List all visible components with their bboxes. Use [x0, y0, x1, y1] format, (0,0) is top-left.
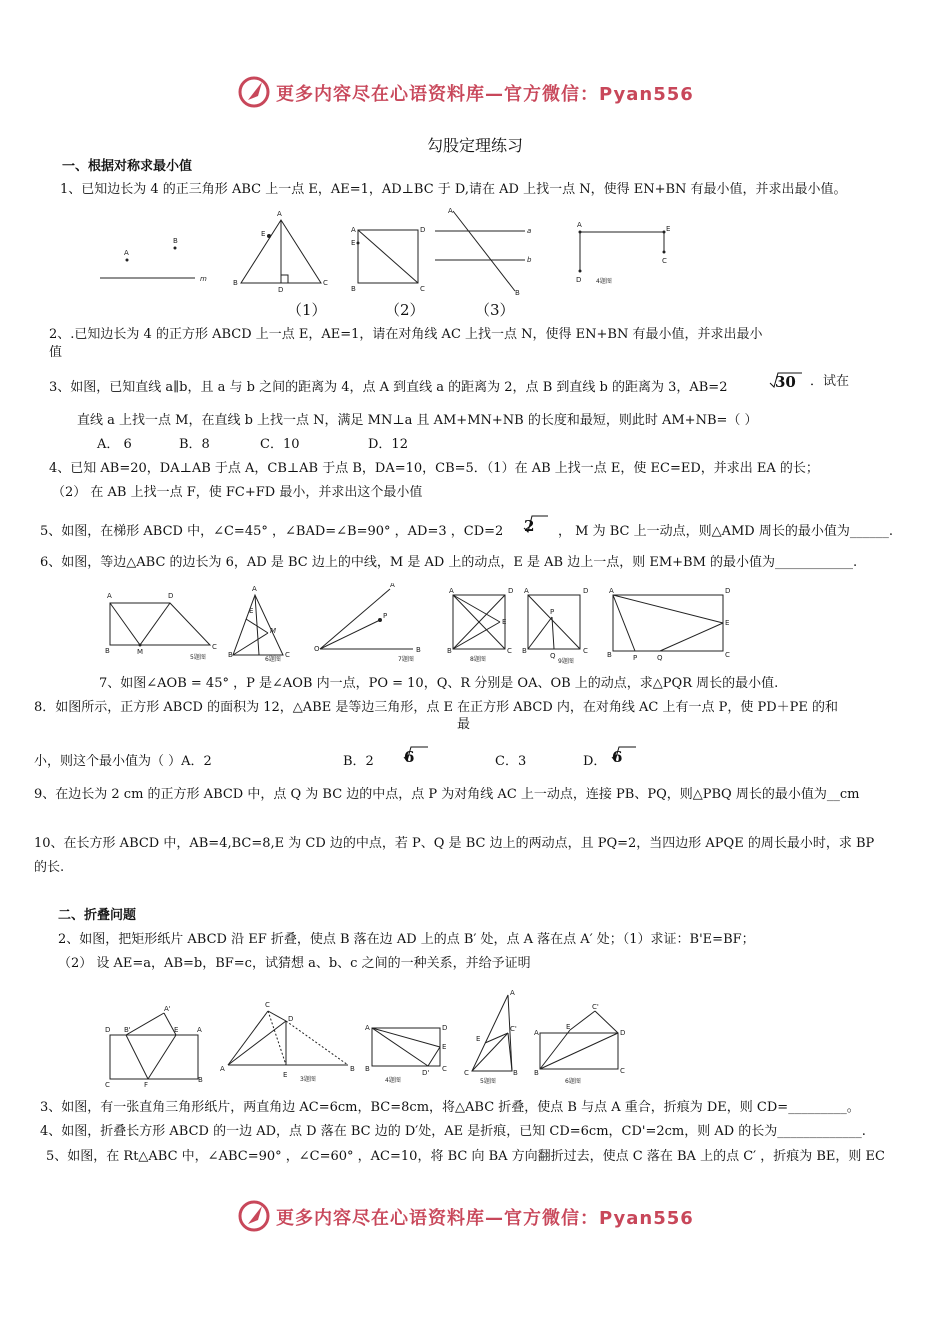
q10-text: 10、在长方形 ABCD 中，AB=4,BC=8,E 为 CD 边的中点，若 P、Q 是 BC 边上的两动点，且 PQ=2，当四边形 APQE 的周长最小时，求 BP [34, 836, 875, 851]
figure-row-1 [95, 205, 695, 300]
svg-text:E: E [442, 1043, 447, 1051]
svg-text:E: E [351, 239, 356, 247]
sqrt-icon [768, 371, 804, 391]
watermark-text: 更多内容尽在心语资料库—官方微信：Pyan556 [276, 1208, 694, 1229]
svg-text:B: B [607, 651, 612, 659]
figure-rectangle-apqe [607, 587, 730, 662]
figure-segment-ab [576, 221, 670, 285]
q1-text: 1、已知边长为 4 的正三角形 ABC 上一点 E，AE=1，AD⊥BC 于 D,请在 AD 上找一点 N，使得 EN+BN 有最小值，并求出最小值。 [60, 182, 847, 197]
svg-text:E: E [174, 1026, 179, 1034]
q2-text-cont: 值 [49, 345, 63, 360]
svg-text:D': D' [422, 1069, 430, 1077]
figure-fold-right-triangle [220, 1001, 355, 1083]
svg-text:C': C' [592, 1003, 599, 1011]
svg-text:D: D [442, 1024, 448, 1032]
svg-text:D: D [620, 1029, 626, 1037]
figure-fold-rectangle [105, 1005, 203, 1089]
svg-text:A: A [448, 207, 453, 215]
figure-square-equilateral [447, 587, 513, 663]
svg-text:E: E [249, 607, 254, 615]
q7-text: 7、如图∠AOB = 45° ，P 是∠AOB 内一点，PO = 10，Q、R 分别是 OA、OB 上的动点，求△PQR 周长的最小值. [99, 676, 779, 691]
svg-text:C: C [464, 1069, 469, 1077]
svg-text:5题图: 5题图 [190, 654, 206, 661]
section2-heading: 二、折叠问题 [58, 908, 137, 923]
svg-text:D: D [508, 587, 514, 595]
svg-text:5题图: 5题图 [480, 1078, 496, 1085]
svg-text:6题图: 6题图 [565, 1078, 581, 1085]
svg-text:B: B [198, 1076, 203, 1084]
svg-text:E: E [666, 225, 671, 233]
sqrt-icon [402, 745, 430, 765]
figure-square-pq [522, 587, 588, 665]
svg-text:Q: Q [657, 654, 663, 662]
svg-text:A: A [220, 1065, 225, 1073]
svg-text:M: M [137, 648, 144, 656]
sqrt-icon [522, 514, 550, 536]
svg-text:A: A [510, 989, 515, 997]
figure-square [351, 226, 425, 293]
fold-q5-text: 5、如图，在 Rt△ABC 中，∠ABC=90° ，∠C=60° ，AC=10，将 BC 向 BA 方向翻折过去，使点 C 落在 BA 上的点 C′ ，折痕为 BE，则 EC [46, 1149, 885, 1164]
q4-text: 4、已知 AB=20，DA⊥AB 于点 A，CB⊥AB 于点 B，DA=10，CB=5．（1）在 AB 上找一点 E，使 EC=ED，并求出 EA 的长； [49, 461, 819, 476]
svg-text:D: D [278, 286, 284, 294]
svg-text:4题图: 4题图 [385, 1077, 401, 1084]
svg-text:Q: Q [550, 652, 556, 660]
svg-text:A: A [107, 592, 112, 600]
svg-text:A: A [252, 585, 257, 593]
svg-text:8题图: 8题图 [470, 656, 486, 663]
figure-row-3 [100, 985, 640, 1090]
q6-text: 6、如图，等边△ABC 的边长为 6，AD 是 BC 边上的中线，M 是 AD 上的动点，E 是 AB 边上一点，则 EM+BM 的最小值为____________. [40, 555, 858, 570]
q9-text: 9、在边长为 2 cm 的正方形 ABCD 中，点 Q 为 BC 边的中点，点 P 为对角线 AC 上一动点，连接 PB、PQ，则△PBQ 周长的最小值为__cm [34, 787, 860, 802]
svg-text:A: A [197, 1026, 202, 1034]
q2-text: 2、.已知边长为 4 的正方形 ABCD 上一点 E，AE=1，请在对角线 AC 上找一点 N，使得 EN+BN 有最小值，并求出最小 [49, 327, 763, 342]
svg-text:A: A [390, 583, 395, 589]
svg-text:C: C [265, 1001, 270, 1009]
svg-text:E: E [725, 619, 730, 627]
fold-q2-text-cont: （2） 设 AE=a，AB=b，BF=c，试猜想 a、b、c 之间的一种关系，并给予证明 [58, 956, 531, 971]
svg-text:P: P [383, 612, 388, 620]
q8-text-cont: 最 [457, 717, 471, 732]
svg-text:F: F [144, 1081, 149, 1089]
svg-text:C: C [507, 647, 512, 655]
q3-option-d: D．12 [368, 437, 408, 452]
figure-row-2 [100, 583, 740, 668]
q5-root: 2 [524, 517, 535, 535]
q8-answer-line: 小，则这个最小值为（ ）A．2 [34, 754, 212, 769]
svg-text:B: B [513, 1069, 518, 1077]
svg-text:C: C [725, 651, 730, 659]
svg-text:M: M [270, 627, 277, 635]
figure-fold-rt [464, 989, 518, 1085]
svg-text:a: a [527, 227, 532, 235]
q3-text: 3、如图，已知直线 a∥b，且 a 与 b 之间的距离为 4，点 A 到直线 a 的距离为 2，点 B 到直线 b 的距离为 3，AB=2 [49, 380, 728, 395]
svg-text:E: E [261, 230, 266, 238]
fold-q3-text: 3、如图，有一张直角三角形纸片，两直角边 AC=6cm，BC=8cm，将△ABC 折叠，使点 B 与点 A 重合，折痕为 DE，则 CD=_________。 [40, 1100, 860, 1115]
q3-option-a: A． 6 [97, 437, 132, 452]
figure-parallel-lines [435, 207, 532, 297]
svg-text:D: D [725, 587, 731, 595]
svg-text:4题图: 4题图 [596, 278, 612, 285]
feather-logo-icon [236, 1198, 272, 1234]
svg-text:C: C [442, 1065, 447, 1073]
q5-text-cont: ， M 为 BC 上一动点，则△AMD 周长的最小值为______. [558, 524, 893, 539]
svg-text:A: A [609, 587, 614, 595]
svg-text:C: C [662, 257, 667, 265]
svg-text:6题图: 6题图 [265, 656, 281, 663]
q8-text: 8．如图所示，正方形 ABCD 的面积为 12，△ABE 是等边三角形，点 E 在正方形 ABCD 内，在对角线 AC 上有一点 P，使 PD＋PE 的和 [34, 700, 839, 715]
svg-text:E: E [566, 1023, 571, 1031]
q10-text-cont: 的长. [34, 860, 65, 875]
svg-text:C': C' [510, 1025, 517, 1033]
fig-label-2: （2） [385, 301, 425, 319]
svg-text:B: B [350, 1065, 355, 1073]
svg-text:9题图: 9题图 [558, 658, 574, 665]
q8-option-d: D． [583, 754, 607, 769]
svg-text:P: P [550, 608, 555, 616]
watermark-top [236, 72, 736, 112]
section1-heading: 一、根据对称求最小值 [62, 159, 193, 174]
figure-equilateral [228, 585, 290, 663]
q8-option-c: C．3 [495, 754, 527, 769]
q3-root: 30 [775, 373, 796, 391]
svg-text:A: A [524, 587, 529, 595]
fold-q4-text: 4、如图，折叠长方形 ABCD 的一边 AD，点 D 落在 BC 边的 D′处，AE 是折痕，已知 CD=6cm，CD'=2cm，则 AD 的长为_____________. [40, 1124, 866, 1139]
svg-text:B: B [233, 279, 238, 287]
svg-text:D: D [576, 276, 582, 284]
svg-text:B: B [228, 651, 233, 659]
watermark-text: 更多内容尽在心语资料库—官方微信：Pyan556 [276, 84, 694, 105]
svg-text:B: B [515, 289, 520, 297]
figure-fold-rect-c [534, 1003, 625, 1085]
q5-text: 5、如图，在梯形 ABCD 中，∠C=45° ，∠BAD=∠B=90° ，AD=3 ，CD=2 [40, 524, 504, 539]
q3-tail: ．试在 [810, 374, 850, 389]
svg-text:A: A [577, 221, 582, 229]
svg-text:B: B [534, 1069, 539, 1077]
sqrt-icon [610, 745, 638, 765]
svg-text:P: P [633, 654, 638, 662]
svg-text:C: C [285, 651, 290, 659]
svg-text:A: A [351, 226, 356, 234]
fold-q2-text: 2、如图，把矩形纸片 ABCD 沿 EF 折叠，使点 B 落在边 AD 上的点 B′ 处，点 A 落在点 A′ 处；（1）求证：B'E=BF； [58, 932, 755, 947]
feather-logo-icon [236, 74, 272, 110]
q8-root-b: 6 [404, 748, 415, 766]
figure-points-line [100, 237, 207, 283]
q8-root-d: 6 [612, 748, 623, 766]
watermark-bottom [236, 1196, 736, 1236]
fig-label-3: （3） [475, 301, 515, 319]
svg-text:D: D [583, 587, 589, 595]
svg-text:D: D [168, 592, 174, 600]
svg-text:b: b [527, 256, 532, 264]
svg-text:m: m [200, 275, 207, 283]
svg-text:B: B [351, 285, 356, 293]
svg-text:C: C [420, 285, 425, 293]
svg-text:D: D [420, 226, 426, 234]
svg-text:C: C [583, 647, 588, 655]
svg-text:D: D [105, 1026, 111, 1034]
svg-text:3题图: 3题图 [300, 1076, 316, 1083]
svg-text:A: A [124, 249, 129, 257]
svg-text:A: A [449, 587, 454, 595]
figure-angle [314, 583, 421, 663]
page-title: 勾股定理练习 [426, 136, 523, 155]
q3-text-cont: 直线 a 上找一点 M，在直线 b 上找一点 N，满足 MN⊥a 且 AM+MN+NB 的长度和最短，则此时 AM+NB=（ ） [77, 413, 758, 428]
q4-text-cont: （2） 在 AB 上找一点 F，使 FC+FD 最小，并求出这个最小值 [52, 485, 423, 500]
q8-option-b: B．2 [343, 754, 374, 769]
svg-text:B': B' [124, 1026, 131, 1034]
svg-text:O: O [314, 645, 320, 653]
svg-text:C: C [620, 1067, 625, 1075]
svg-text:B: B [416, 646, 421, 654]
svg-text:E: E [476, 1035, 481, 1043]
svg-text:D: D [288, 1015, 294, 1023]
fig-label-1: （1） [287, 301, 327, 319]
svg-text:A: A [534, 1029, 539, 1037]
svg-text:7题图: 7题图 [398, 656, 414, 663]
q3-option-b: B．8 [179, 437, 210, 452]
svg-text:B: B [105, 647, 110, 655]
figure-fold-ad [365, 1024, 447, 1084]
q3-option-c: C．10 [260, 437, 300, 452]
svg-text:A': A' [164, 1005, 171, 1013]
svg-text:A: A [365, 1024, 370, 1032]
svg-text:C: C [323, 279, 328, 287]
svg-text:C: C [212, 643, 217, 651]
figure-triangle [233, 210, 328, 294]
svg-text:B: B [173, 237, 178, 245]
svg-text:B: B [365, 1065, 370, 1073]
svg-text:A: A [277, 210, 282, 218]
svg-text:B: B [447, 647, 452, 655]
svg-text:E: E [283, 1071, 288, 1079]
svg-text:E: E [502, 618, 507, 626]
figure-trapezoid [105, 592, 217, 661]
svg-text:B: B [522, 647, 527, 655]
svg-text:C: C [105, 1081, 110, 1089]
